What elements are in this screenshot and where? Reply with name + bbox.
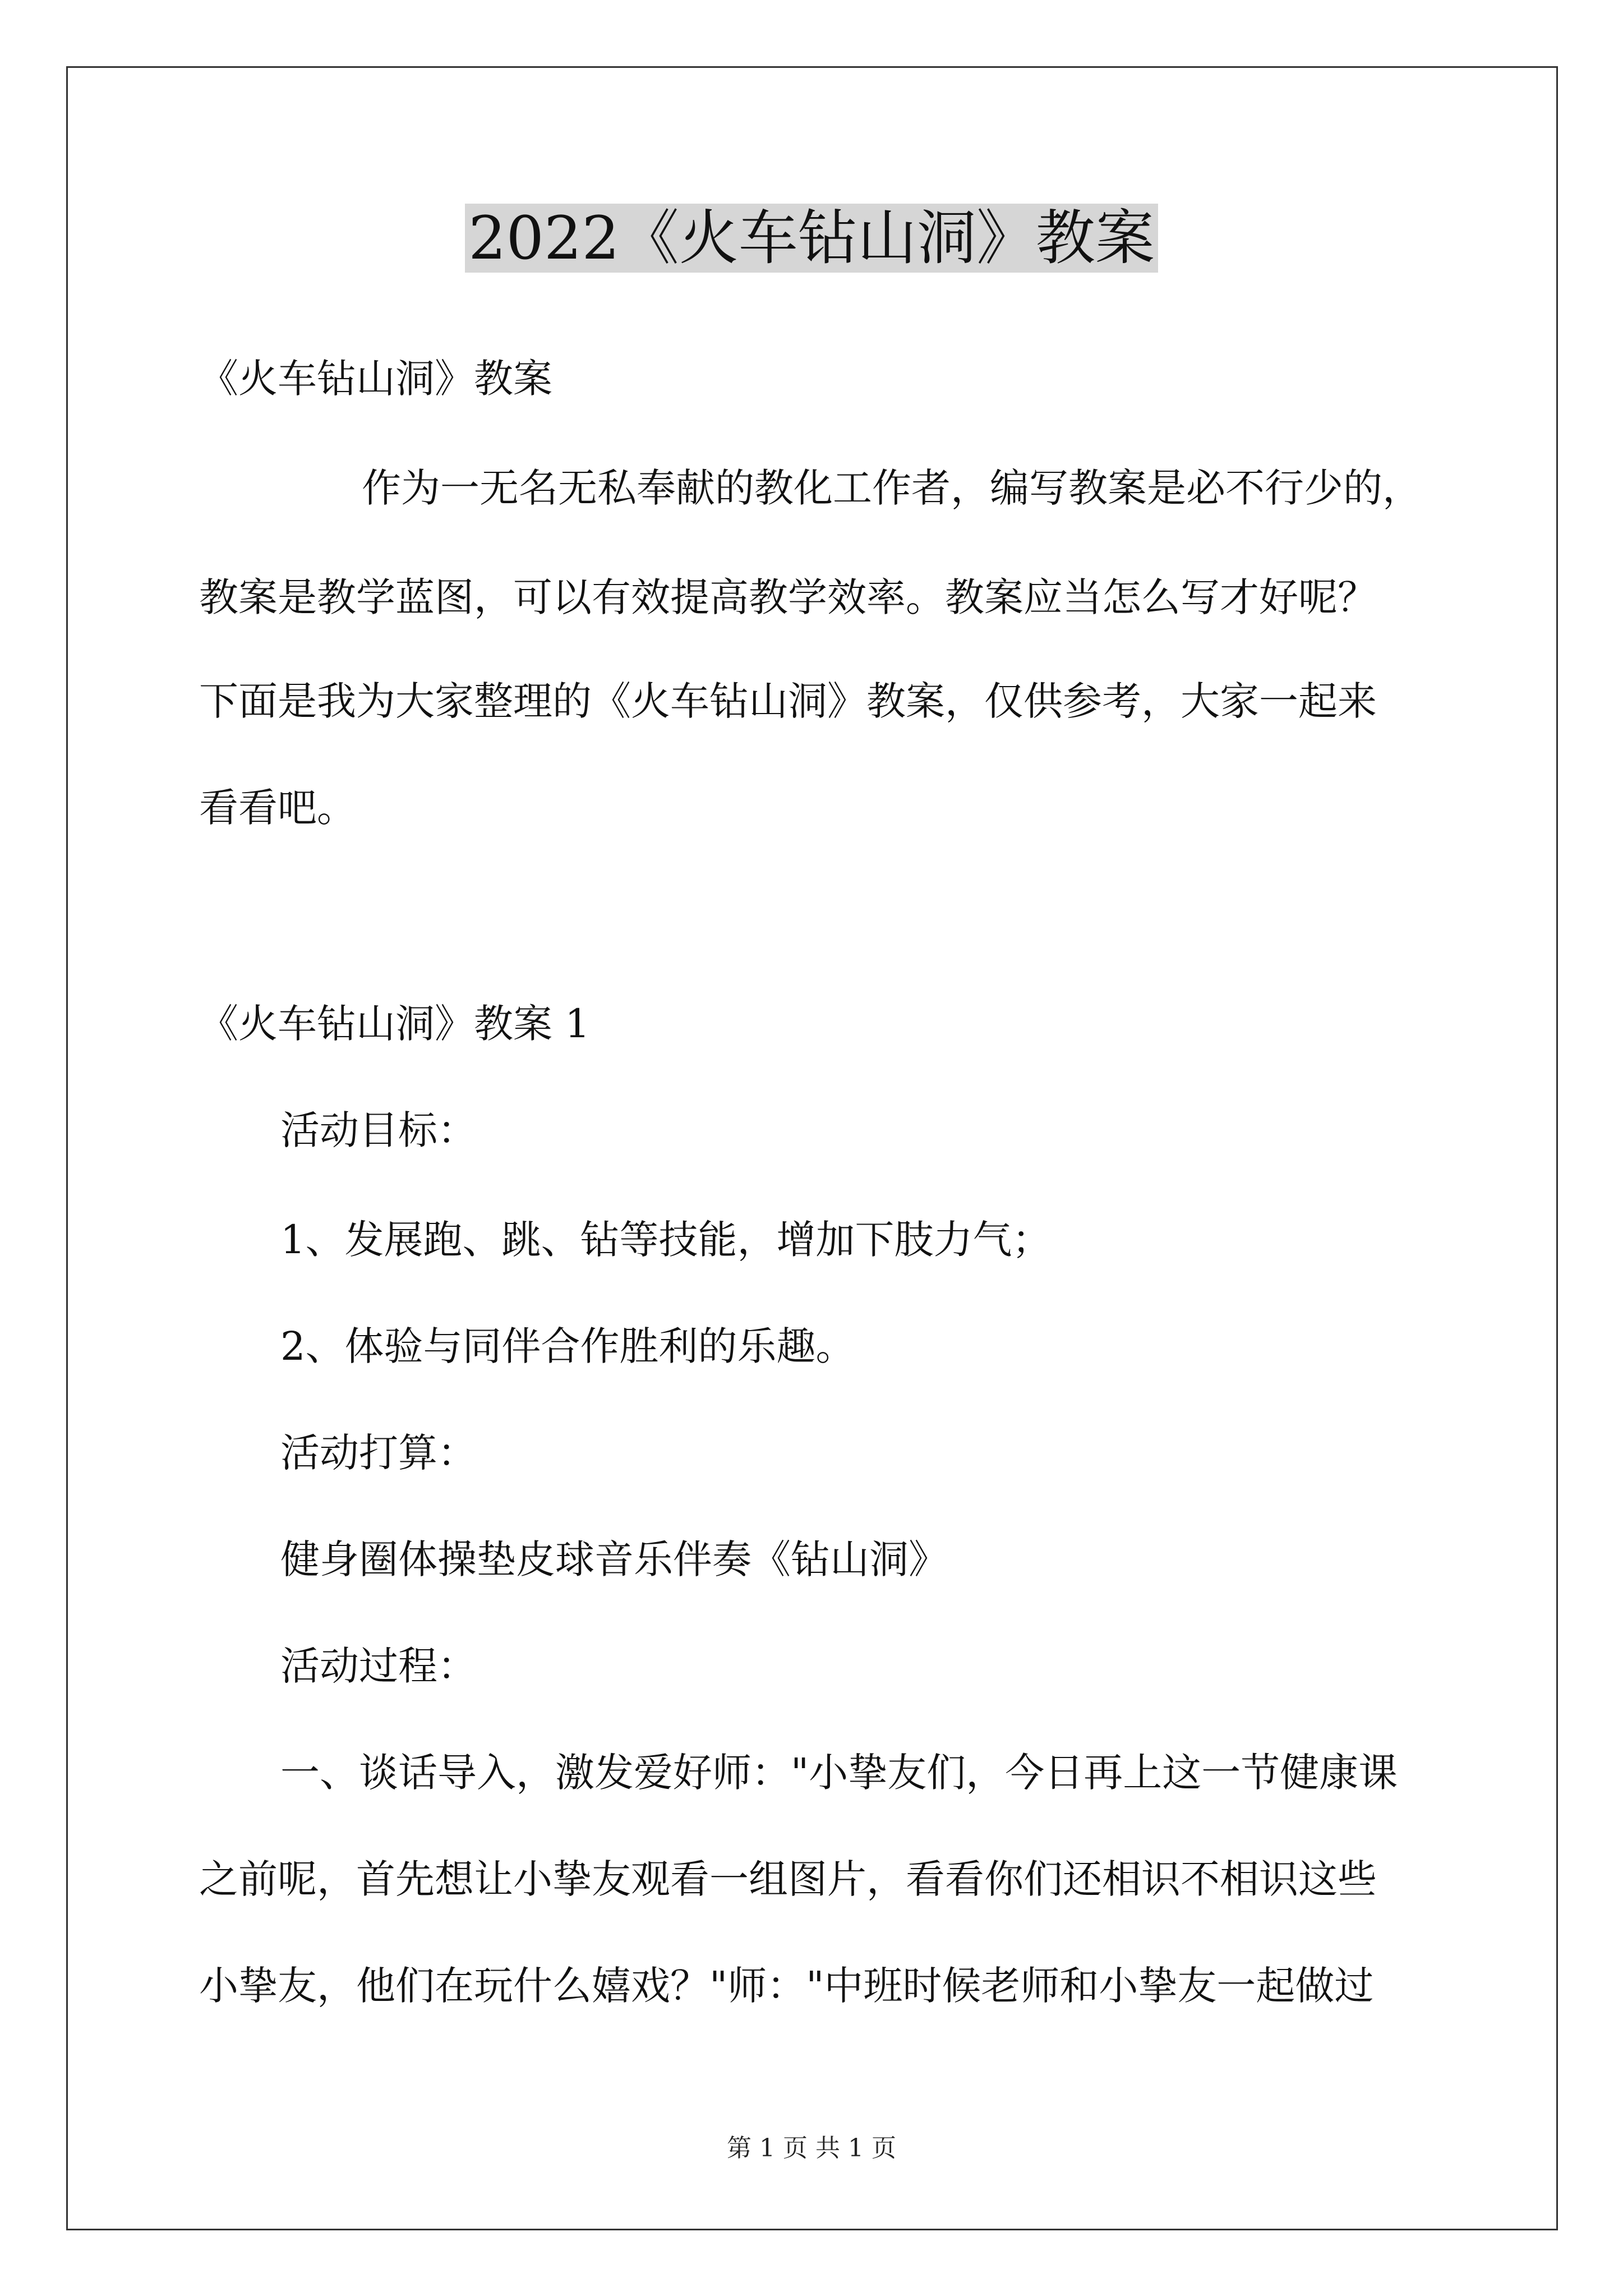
process-line-2: 之前呢，首先想让小挚友观看一组图片，看看你们还相识不相识这些 [199,1856,1377,1902]
section-heading: 《火车钻山洞》教案 1 [199,1001,590,1047]
document-subtitle: 《火车钻山洞》教案 [199,356,552,402]
goal-item-2: 2、体验与同伴合作胜利的乐趣。 [280,1323,855,1369]
process-line-1: 一、谈话导入，激发爱好师："小挚友们，今日再上这一节健康课 [280,1750,1398,1796]
intro-line-4: 看看吧。 [199,785,356,831]
document-title-text: 2022《火车钻山洞》教案 [465,204,1158,273]
intro-line-1: 作为一无名无私奉献的教化工作者，编写教案是必不行少的， [362,465,1422,511]
prep-label: 活动打算： [280,1430,477,1476]
prep-text: 健身圈体操垫皮球音乐伴奏《钻山洞》 [280,1536,948,1582]
process-label: 活动过程： [280,1643,477,1689]
intro-line-2: 教案是教学蓝图，可以有效提高教学效率。教案应当怎么写才好呢？ [199,574,1377,620]
document-title [0,199,1623,278]
goals-label: 活动目标： [280,1107,477,1153]
page-footer: 第 1 页 共 1 页 [727,2134,896,2162]
intro-line-3: 下面是我为大家整理的《火车钻山洞》教案，仅供参考，大家一起来 [199,678,1377,724]
goal-item-1: 1、发展跑、跳、钻等技能，增加下肢力气； [280,1217,1052,1263]
process-line-3: 小挚友，他们在玩什么嬉戏？"师："中班时候老师和小挚友一起做过 [199,1963,1374,2009]
